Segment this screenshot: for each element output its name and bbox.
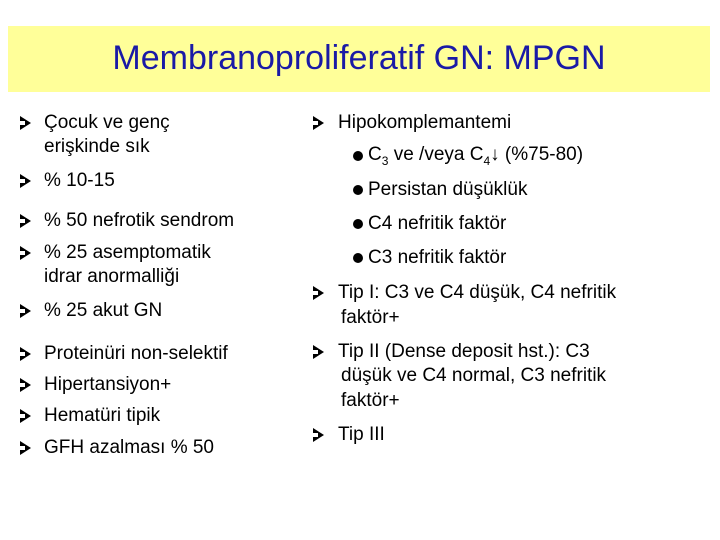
subscript-4: 4	[483, 153, 491, 168]
bullet-dot-icon	[353, 253, 363, 263]
bullet-arrow-icon	[313, 286, 324, 300]
bullet-text: GFH azalması % 50	[44, 437, 214, 458]
bullet-arrow-icon	[20, 409, 31, 423]
bullet-arrow-icon	[20, 246, 31, 260]
bullet-text-continued: düşük ve C4 normal, C3 nefritik	[341, 365, 607, 386]
bullet-arrow-icon	[20, 441, 31, 455]
bullet-text: % 25 asemptomatik	[44, 242, 211, 263]
bullet-dot-icon	[353, 185, 363, 195]
bullet-text-continued: erişkinde sık	[44, 136, 150, 157]
complement-c3: C	[368, 144, 382, 165]
subscript-3: 3	[381, 153, 389, 168]
title-bar	[8, 26, 710, 92]
bullet-text: Tip II (Dense deposit hst.): C3	[338, 341, 590, 362]
bullet-text-continued: faktör+	[341, 307, 400, 328]
bullet-arrow-icon	[20, 116, 31, 130]
sub-bullet-text: C4 nefritik faktör	[368, 213, 507, 234]
bullet-text: Çocuk ve genç	[44, 112, 170, 133]
bullet-text: Proteinüri non-selektif	[44, 343, 228, 364]
bullet-arrow-icon	[20, 347, 31, 361]
bullet-text: Tip III	[338, 424, 385, 445]
percentage-text: (%75-80)	[499, 144, 584, 165]
connector-text: ve /veya C	[388, 144, 484, 165]
bullet-text: % 10-15	[44, 170, 115, 191]
slide-title: Membranoproliferatif GN: MPGN	[112, 39, 606, 77]
bullet-text: Hematüri tipik	[44, 405, 161, 426]
bullet-dot-icon	[353, 219, 363, 229]
bullet-arrow-icon	[20, 174, 31, 188]
bullet-text: % 25 akut GN	[44, 300, 163, 321]
sub-bullet-text: Persistan düşüklük	[368, 179, 528, 200]
bullet-text: % 50 nefrotik sendrom	[44, 210, 235, 231]
bullet-arrow-icon	[20, 304, 31, 318]
bullet-arrow-icon	[313, 345, 324, 359]
bullet-text: Tip I: C3 ve C4 düşük, C4 nefritik	[338, 282, 617, 303]
bullet-text-continued: idrar anormalliği	[44, 266, 180, 287]
bullet-text-continued: faktör+	[341, 390, 400, 411]
down-arrow-icon: ↓	[490, 144, 500, 165]
sub-bullet-text: C3 nefritik faktör	[368, 247, 507, 268]
bullet-dot-icon	[353, 151, 363, 161]
bullet-text: Hipokomplemantemi	[338, 112, 512, 133]
bullet-arrow-icon	[20, 378, 31, 392]
bullet-arrow-icon	[313, 116, 324, 130]
sub-bullet-text	[368, 144, 583, 172]
bullet-arrow-icon	[20, 214, 31, 228]
bullet-arrow-icon	[313, 428, 324, 442]
bullet-text: Hipertansiyon+	[44, 374, 172, 395]
